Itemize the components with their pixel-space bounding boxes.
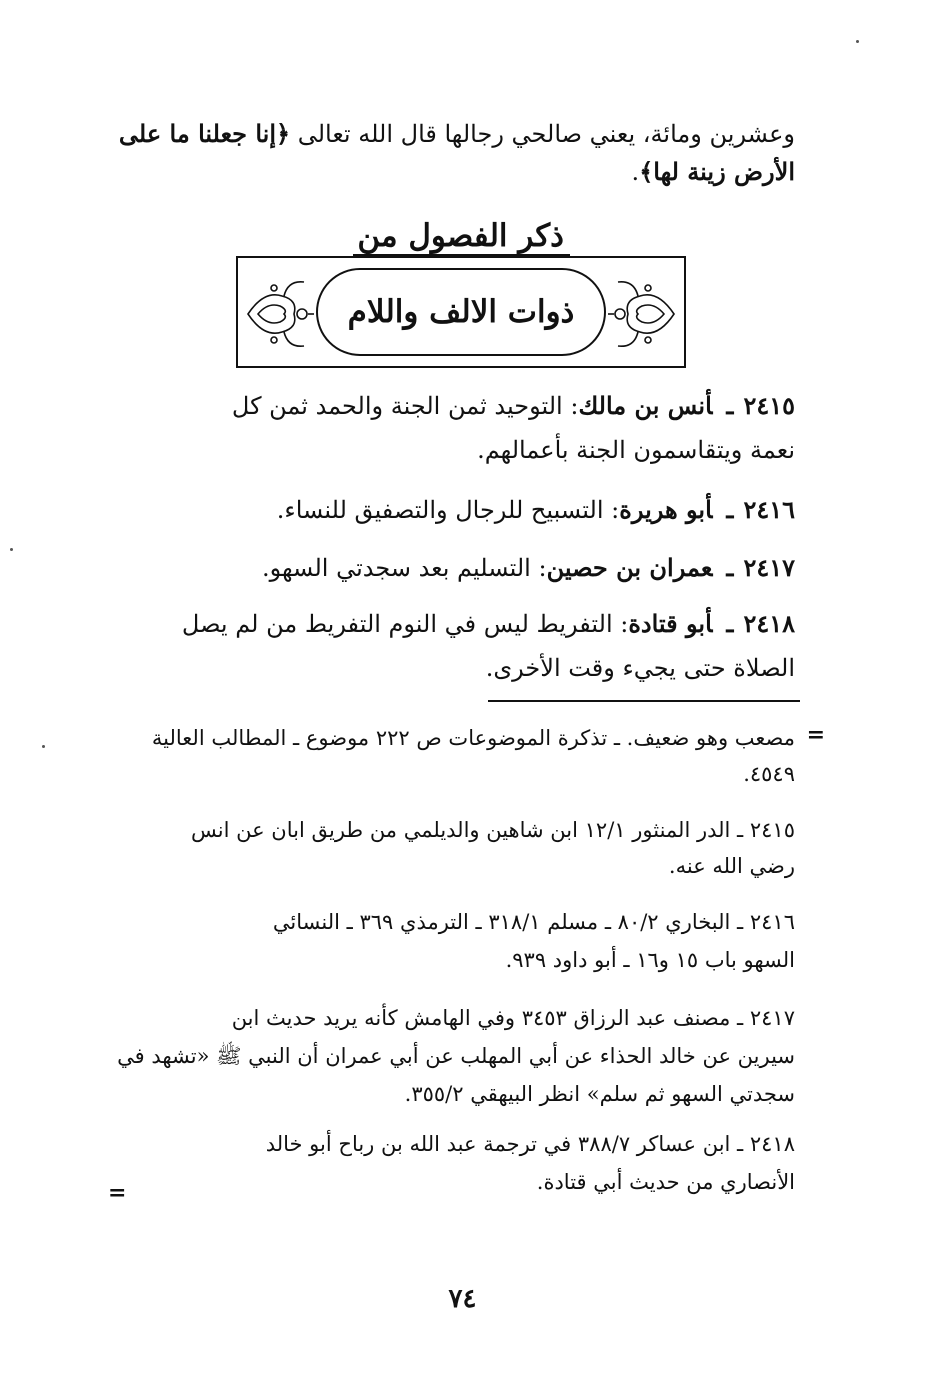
narrator-name: عمران بن حصين: [546, 553, 713, 582]
arabesque-ornament-icon: [244, 270, 316, 358]
entry-2418-continuation: الصلاة حتى يجيء وقت الأخرى.: [485, 654, 795, 682]
entry-2415-continuation: نعمة ويتقاسمون الجنة بأعمالهم.: [477, 436, 795, 464]
entry-text: التسليم بعد سجدتي السهو.: [261, 554, 531, 582]
footnote-2416-line-2: السهو باب ١٥ و١٦ ـ أبو داود ٩٣٩.: [505, 948, 795, 972]
footnote-carry-line-1: مصعب وهو ضعيف. ـ تذكرة الموضوعات ص ٢٢٢ موضوع ـ المطالب العالية: [151, 726, 795, 750]
footnote-2415-line-2: رضي الله عنه.: [668, 854, 795, 878]
footnote-carry-line-2: ٤٥٤٩.: [743, 762, 795, 786]
entry-separator: :: [570, 392, 579, 420]
section-heading: ذكر الفصول من: [353, 218, 570, 256]
footnote-2418-line-2: الأنصاري من حديث أبي قتادة.: [536, 1170, 795, 1194]
entry-number: ٢٤١٦: [743, 495, 795, 524]
quran-quote: ﴿إنا جعلنا ما على: [118, 119, 291, 148]
section-title-cartouche: [316, 268, 606, 356]
entry-separator: :: [620, 610, 629, 638]
section-title: ذوات الالف واللام: [347, 294, 575, 330]
entry-dash: ـ: [726, 609, 734, 638]
footnote-2417-line-2: سيرين عن خالد الحذاء عن أبي المهلب عن أبي عمران أن النبي ﷺ «تشهد في: [117, 1044, 795, 1068]
entry-text: التفريط ليس في النوم التفريط من لم يصل: [181, 610, 613, 638]
entry-2416: [277, 492, 795, 528]
intro-line-2: [632, 154, 795, 190]
entry-separator: :: [611, 496, 620, 524]
intro-text: وعشرين ومائة، يعني صالحي رجالها قال الله تعالى: [297, 120, 795, 148]
entry-2417: [262, 550, 795, 586]
intro-line-1: [110, 116, 795, 152]
footnote-divider: [488, 700, 800, 702]
entry-separator: :: [538, 554, 547, 582]
entry-dash: ـ: [726, 553, 734, 582]
footnote-2417-line-3: سجدتي السهو ثم سلم» انظر البيهقي ٣٥٥/٢.: [404, 1082, 795, 1106]
entry-text: التسبيح للرجال والتصفيق للنساء.: [276, 496, 604, 524]
entry-number: ٢٤١٥: [743, 391, 795, 420]
footnote-2418-line-1: ٢٤١٨ ـ ابن عساكر ٣٨٨/٧ في ترجمة عبد الله بن رباح أبو خالد: [265, 1132, 795, 1156]
entry-2418: [182, 606, 795, 642]
intro-period: .: [631, 158, 640, 186]
narrator-name: أبو هريرة: [619, 495, 713, 524]
scan-speck: [856, 40, 859, 43]
footnote-2417-line-1: ٢٤١٧ ـ مصنف عبد الرزاق ٣٤٥٣ وفي الهامش كأنه يريد حديث ابن: [231, 1006, 795, 1030]
footnote-end-mark: =: [108, 1180, 127, 1206]
footnote-2415-line-1: ٢٤١٥ ـ الدر المنثور ١٢/١ ابن شاهين والديلمي من طريق ابان عن انس: [190, 818, 795, 842]
entry-number: ٢٤١٧: [743, 553, 795, 582]
scan-speck: [42, 745, 45, 748]
narrator-name: أبو قتادة: [628, 609, 713, 638]
section-title-frame: [236, 256, 686, 368]
entry-2415: [232, 388, 795, 424]
entry-text: التوحيد ثمن الجنة والحمد ثمن كل: [231, 392, 563, 420]
entry-dash: ـ: [726, 391, 734, 420]
entry-dash: ـ: [726, 495, 734, 524]
quran-quote-end: الأرض زينة لها﴾: [639, 157, 795, 186]
footnote-2416-line-1: ٢٤١٦ ـ البخاري ٨٠/٢ ـ مسلم ٣١٨/١ ـ الترمذي ٣٦٩ ـ النسائي: [272, 910, 795, 934]
footnote-carry-mark: =: [806, 722, 825, 748]
scan-speck: [10, 548, 13, 551]
page-number: ٧٤: [448, 1284, 477, 1314]
entry-number: ٢٤١٨: [743, 609, 795, 638]
arabesque-ornament-icon: [606, 270, 678, 358]
narrator-name: أنس بن مالك: [578, 391, 713, 420]
